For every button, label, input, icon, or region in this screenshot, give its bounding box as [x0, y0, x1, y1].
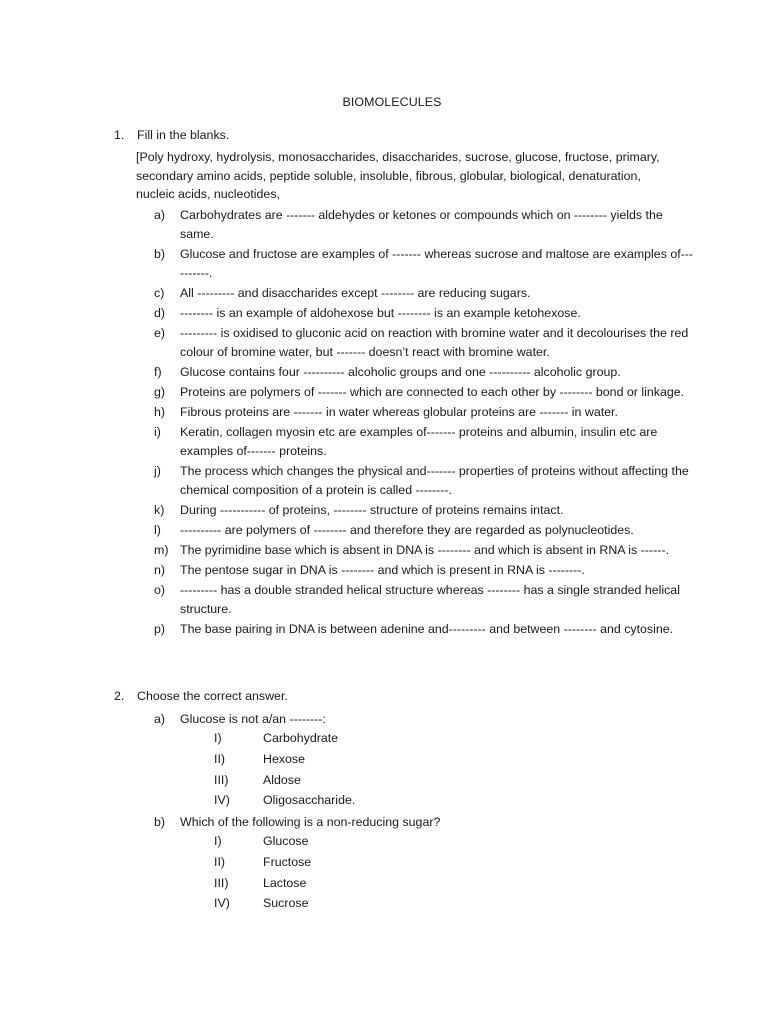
option-text: Oligosaccharide. [263, 793, 356, 808]
list-item [154, 383, 694, 402]
item-label: p) [154, 622, 166, 636]
item-text: Glucose is not a/an --------: [180, 712, 326, 726]
page-title: BIOMOLECULES [342, 95, 442, 109]
item-label: f) [154, 365, 162, 379]
list-item [154, 521, 694, 540]
item-text: The process which changes the physical and------- properties of proteins without affecting the chemical composition of a protein is called --------. [180, 464, 689, 497]
item-text: Proteins are polymers of ------- which are connected to each other by -------- bond or linkage. [180, 385, 685, 399]
item-text: The pentose sugar in DNA is -------- and which is present in RNA is --------. [180, 563, 585, 577]
item-text: During ----------- of proteins, -------- structure of proteins remains intact. [180, 503, 564, 517]
mcq-a [154, 710, 694, 729]
item-label: m) [154, 543, 169, 557]
list-item [154, 581, 694, 619]
item-text: Carbohydrates are ------- aldehydes or ketones or compounds which on -------- yields the same. [180, 208, 663, 241]
item-label: c) [154, 286, 165, 300]
list-item [154, 423, 694, 461]
list-item [154, 813, 694, 832]
item-label: b) [154, 247, 166, 261]
item-text: -------- is an example of aldohexose but -------- is an example ketohexose. [180, 306, 581, 320]
option-text: Glucose [263, 834, 309, 848]
option-numeral: II) [214, 854, 226, 869]
list-item [154, 620, 694, 639]
item-label: o) [154, 583, 166, 597]
item-text: Keratin, collagen myosin etc are examples of------- proteins and albumin, insulin etc are examples of------- proteins. [180, 425, 658, 458]
item-text: Glucose and fructose are examples of ------- whereas sucrose and maltose are examples of----------. [180, 247, 694, 280]
fill-blanks-list [154, 206, 694, 639]
list-item [154, 324, 694, 362]
item-label: g) [154, 385, 166, 399]
item-label: b) [154, 815, 166, 829]
item-text: The pyrimidine base which is absent in DNA is -------- and which is absent in RNA is ------. [180, 543, 669, 557]
option-text: Carbohydrate [263, 731, 339, 745]
option-numeral: I) [214, 834, 222, 848]
item-label: l) [154, 523, 161, 537]
item-label: h) [154, 405, 166, 419]
list-item [154, 541, 694, 560]
list-item [154, 710, 694, 729]
list-item [154, 462, 694, 500]
item-label: j) [154, 464, 161, 478]
item-text: Fibrous proteins are ------- in water whereas globular proteins are ------- in water. [180, 405, 618, 419]
item-label: k) [154, 503, 165, 517]
item-text: Glucose contains four ---------- alcoholic groups and one ---------- alcoholic group. [180, 365, 621, 379]
item-label: a) [154, 208, 166, 222]
question-number: 1. [114, 128, 125, 142]
list-item [154, 363, 694, 382]
item-label: n) [154, 563, 166, 577]
option-numeral: I) [214, 731, 222, 745]
question-number: 2. [114, 689, 125, 703]
list-item [154, 403, 694, 422]
item-text: The base pairing in DNA is between adenine and--------- and between -------- and cytosine. [180, 622, 674, 636]
word-bank: [Poly hydroxy, hydrolysis, monosaccharides, disaccharides, sucrose, glucose, fructose, primary, secondary amino acids, peptide soluble, insoluble, fibrous, globular, biological, denaturation, nucleic acids, nucleotides, [136, 150, 660, 202]
mcq-b [154, 813, 694, 832]
question-prompt: Choose the correct answer. [137, 689, 288, 703]
list-item [154, 561, 694, 580]
item-text: ---------- are polymers of -------- and therefore they are regarded as polynucleotides. [180, 523, 634, 537]
item-text: --------- has a double stranded helical structure whereas -------- has a single stranded helical structure. [180, 583, 680, 616]
item-label: i) [154, 425, 161, 439]
item-text: --------- is oxidised to gluconic acid on reaction with bromine water and it decolourises the red colour of bromine water, but ------- doesn’t react with bromine water. [180, 326, 689, 359]
option-text: Lactose [263, 875, 307, 890]
option-text: Sucrose [263, 896, 309, 911]
option-text: Aldose [263, 772, 301, 787]
question-prompt: Fill in the blanks. [137, 128, 230, 142]
list-item [154, 206, 694, 244]
list-item [154, 284, 694, 303]
item-label: d) [154, 306, 166, 320]
option-text: Fructose [263, 854, 312, 869]
list-item [154, 304, 694, 323]
option-numeral: III) [214, 772, 229, 787]
option-numeral: III) [214, 875, 229, 890]
item-label: a) [154, 712, 166, 726]
list-item [154, 245, 694, 283]
item-text: All --------- and disaccharides except -------- are reducing sugars. [180, 286, 531, 300]
option-numeral: IV) [214, 793, 230, 808]
list-item [154, 501, 694, 520]
item-text: Which of the following is a non-reducing sugar? [180, 815, 441, 829]
option-text: Hexose [263, 751, 306, 766]
option-numeral: II) [214, 751, 226, 766]
item-label: e) [154, 326, 166, 340]
option-numeral: IV) [214, 896, 230, 911]
